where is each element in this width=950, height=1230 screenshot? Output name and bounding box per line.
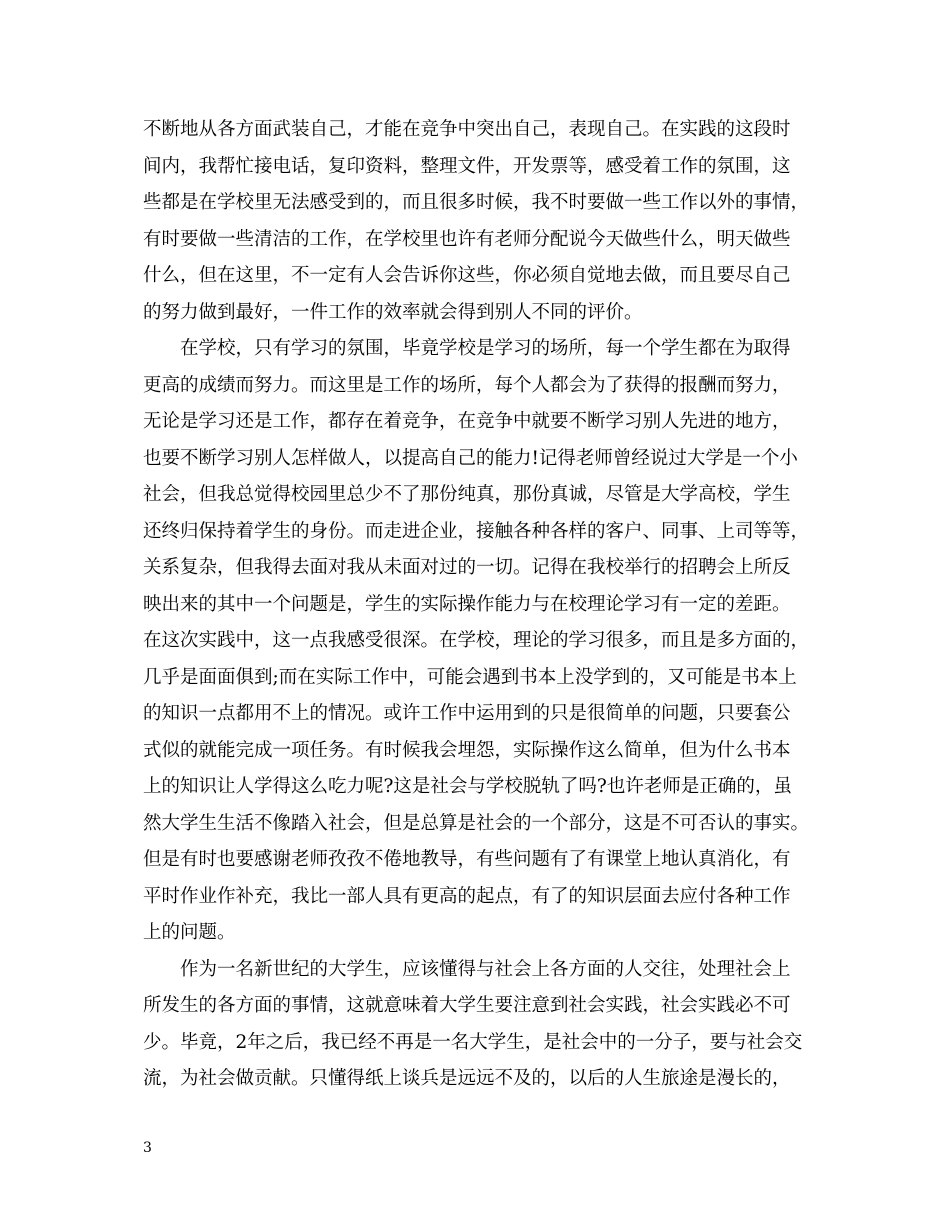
text-line: 些都是在学校里无法感受到的，而且很多时候，我不时要做一些工作以外的事情， <box>143 192 810 213</box>
text-line: 映出来的其中一个问题是，学生的实际操作能力与在校理论学习有一定的差距。 <box>143 593 791 615</box>
text-line: 然大学生生活不像踏入社会，但是总算是社会的一个部分，这是不可否认的事实。 <box>143 812 810 834</box>
text-line: 还终归保持着学生的身份。而走进企业，接触各种各样的客户、同事、上司等等， <box>143 520 810 542</box>
body-text <box>143 112 823 1098</box>
text-line: 少。毕竟，2年之后，我已经不再是一名大学生，是社会中的一分子，要与社会交 <box>143 1031 803 1053</box>
text-line: 平时作业作补充，我比一部人具有更高的起点，有了的知识层面去应付各种工作 <box>143 885 791 907</box>
text-line: 式似的就能完成一项任务。有时候我会埋怨，实际操作这么简单，但为什么书本 <box>143 739 791 761</box>
text-line: 在这次实践中，这一点我感受很深。在学校，理论的学习很多，而且是多方面的， <box>143 630 810 651</box>
text-line: 所发生的各方面的事情，这就意味着大学生要注意到社会实践，社会实践必不可 <box>143 995 791 1016</box>
text-line: 作为一名新世纪的大学生，应该懂得与社会上各方面的人交往，处理社会上 <box>143 958 791 980</box>
text-line: 在学校，只有学习的氛围，毕竟学校是学习的场所，每一个学生都在为取得 <box>143 338 791 359</box>
text-line: 有时要做一些清洁的工作，在学校里也许有老师分配说今天做些什么，明天做些 <box>143 228 791 250</box>
text-line: 无论是学习还是工作，都存在着竞争，在竞争中就要不断学习别人先进的地方， <box>143 411 791 432</box>
text-line: 流，为社会做贡献。只懂得纸上谈兵是远远不及的，以后的人生旅途是漫长的， <box>143 1068 791 1089</box>
text-line: 的努力做到最好，一件工作的效率就会得到别人不同的评价。 <box>143 301 643 323</box>
text-line: 间内，我帮忙接电话，复印资料，整理文件，开发票等，感受着工作的氛围，这 <box>143 155 791 177</box>
text-line: 上的知识让人学得这么吃力呢?这是社会与学校脱轨了吗?也许老师是正确的，虽 <box>143 776 792 797</box>
text-line: 也要不断学习别人怎样做人，以提高自己的能力!记得老师曾经说过大学是一个小 <box>143 447 798 469</box>
text-line: 但是有时也要感谢老师孜孜不倦地教导，有些问题有了有课堂上地认真消化，有 <box>143 849 791 870</box>
text-line: 不断地从各方面武装自己，才能在竞争中突出自己，表现自己。在实践的这段时 <box>143 119 791 140</box>
text-line: 几乎是面面俱到;而在实际工作中，可能会遇到书本上没学到的，又可能是书本上 <box>143 666 797 688</box>
text-line: 上的问题。 <box>143 922 236 943</box>
text-line: 什么，但在这里，不一定有人会告诉你这些，你必须自觉地去做，而且要尽自己 <box>143 265 791 286</box>
page-number: 3 <box>143 1140 152 1156</box>
text-line: 社会，但我总觉得校园里总少不了那份纯真，那份真诚，尽管是大学高校，学生 <box>143 484 791 505</box>
text-line: 的知识一点都用不上的情况。或许工作中运用到的只是很简单的问题，只要套公 <box>143 703 791 724</box>
text-line: 关系复杂，但我得去面对我从未面对过的一切。记得在我校举行的招聘会上所反 <box>143 557 791 578</box>
text-line: 更高的成绩而努力。而这里是工作的场所，每个人都会为了获得的报酬而努力， <box>143 374 791 396</box>
